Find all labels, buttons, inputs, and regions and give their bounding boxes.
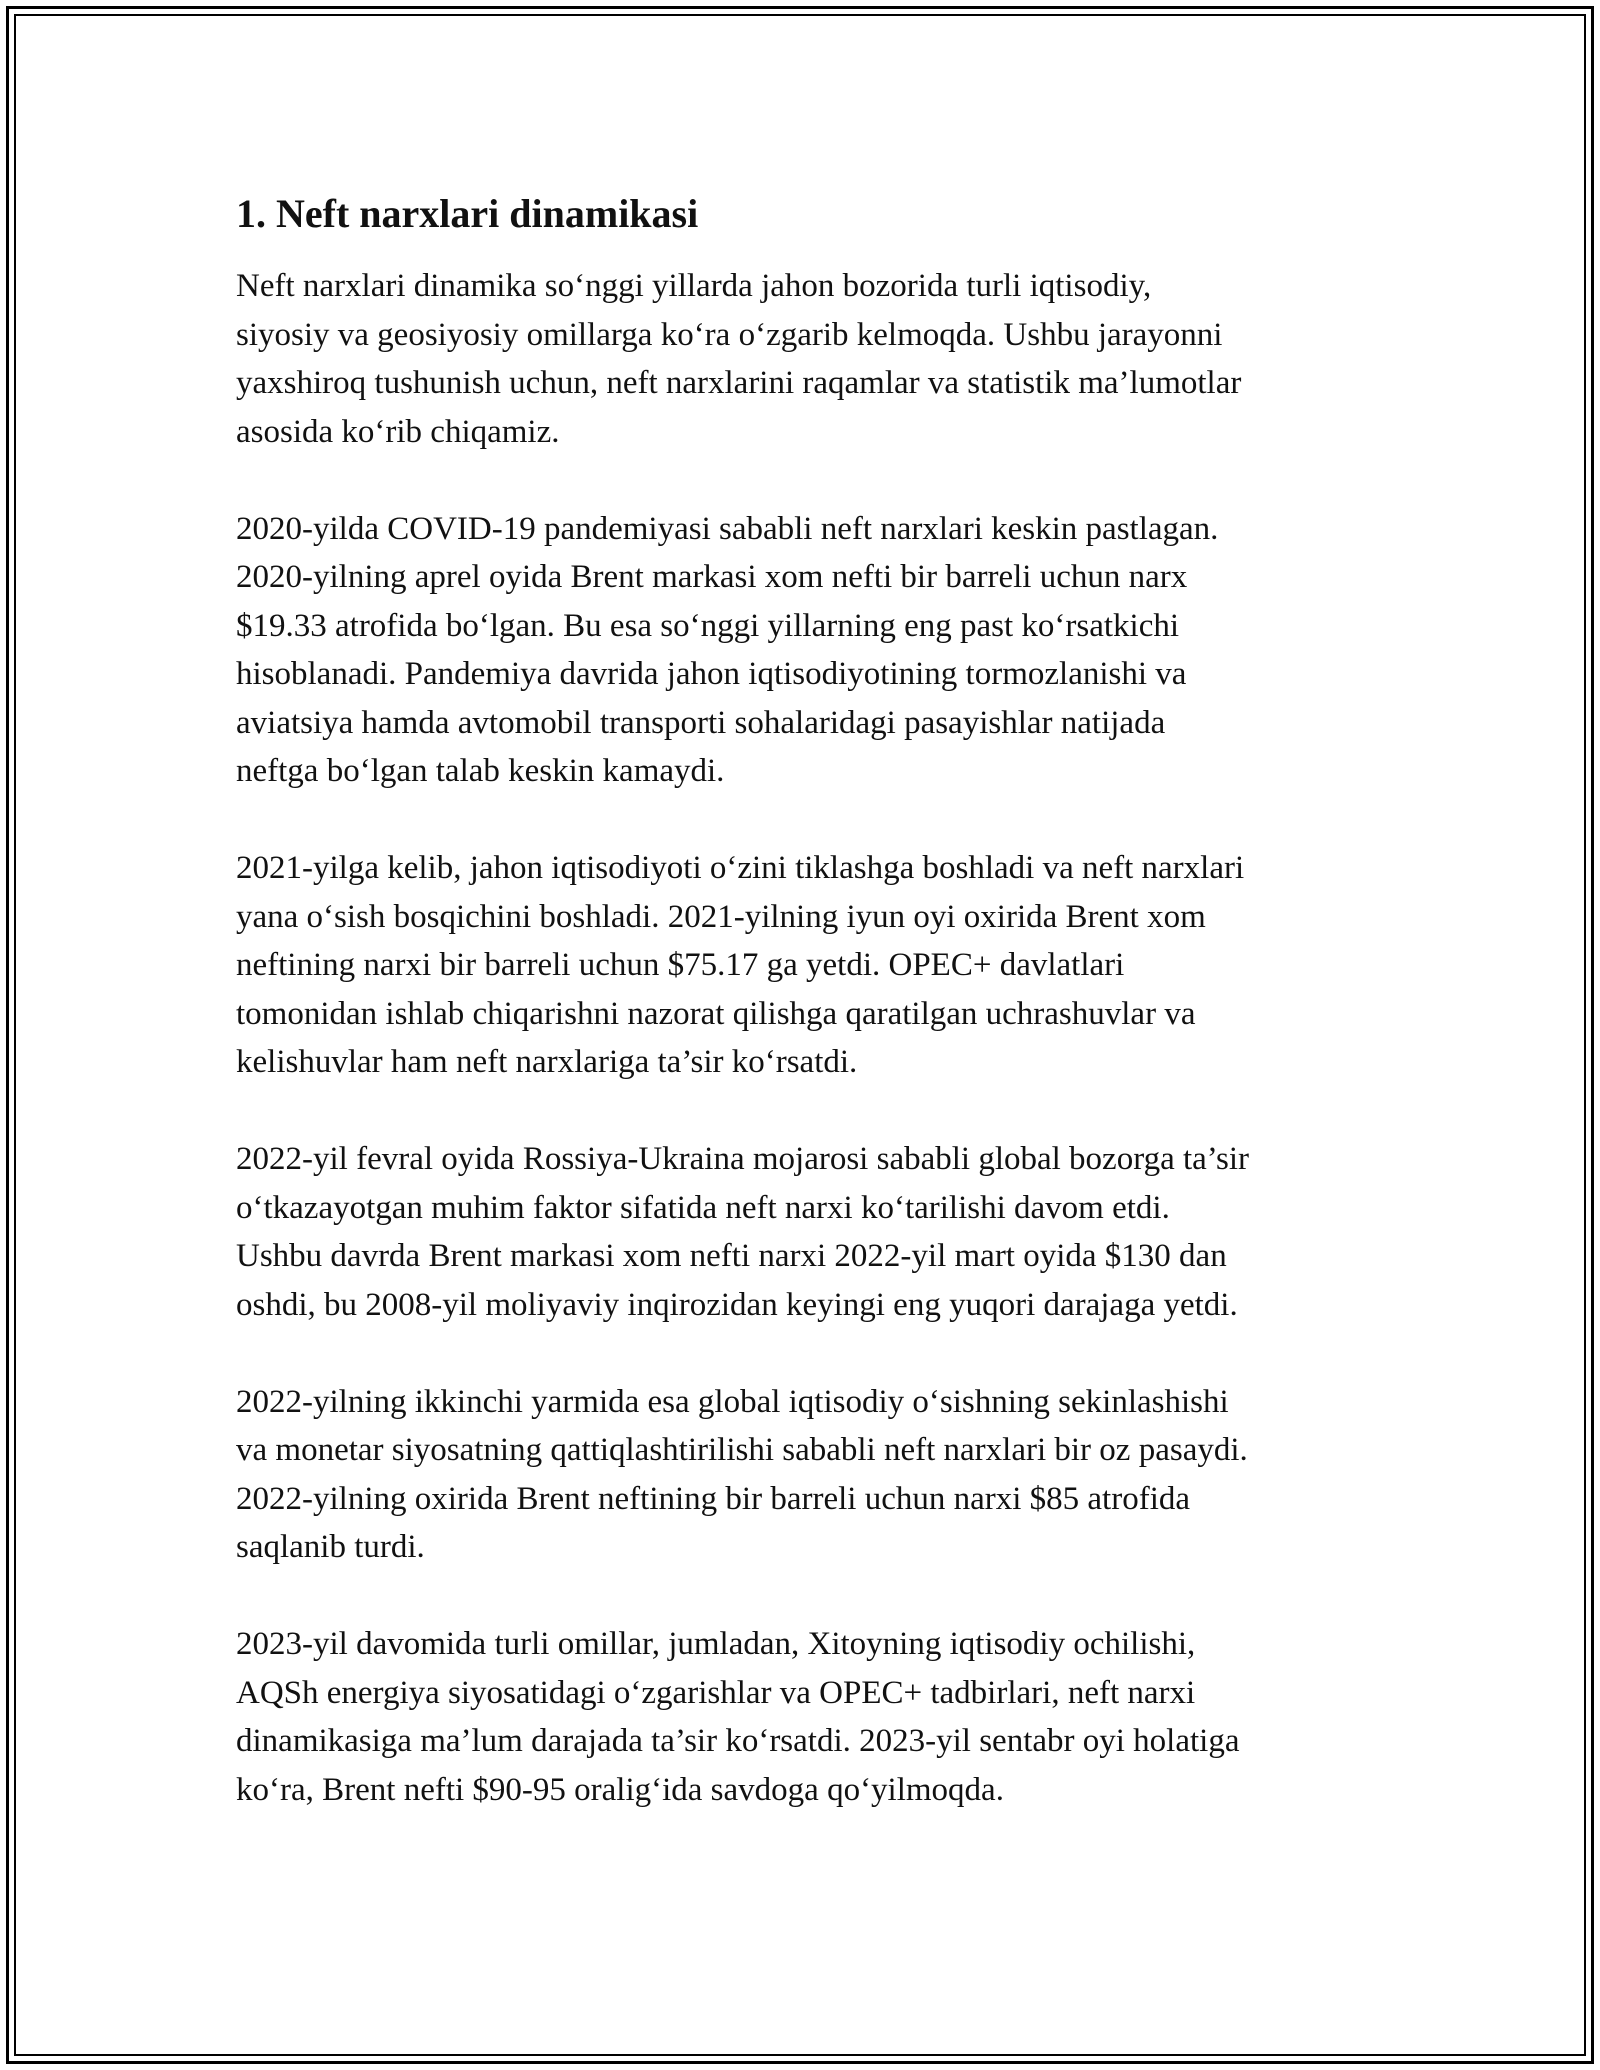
paragraph-line: 2020-yilning aprel oyida Brent markasi xom nefti bir barreli uchun narx [236,559,1188,595]
document-title: 1. Neft narxlari dinamikasi [236,191,699,236]
paragraph-line: Neft narxlari dinamika so‘nggi yillarda jahon bozorida turli iqtisodiy, [236,268,1152,304]
paragraph-line: yana o‘sish bosqichini boshladi. 2021-yilning iyun oyi oxirida Brent xom [236,898,1206,935]
paragraph-line: 2021-yilga kelib, jahon iqtisodiyoti o‘zini tiklashga boshladi va neft narxlari [236,850,1245,886]
paragraph-line: yaxshiroq tushunish uchun, neft narxlarini raqamlar va statistik ma’lumotlar [236,365,1242,401]
paragraph-line: asosida ko‘rib chiqamiz. [236,413,560,450]
paragraph-line: saqlanib turdi. [236,1529,425,1565]
paragraph-intro [236,262,1376,456]
paragraph-line: $19.33 atrofida bo‘lgan. Bu esa so‘nggi yillarning eng past ko‘rsatkichi [236,607,1180,644]
paragraph-line: neftining narxi bir barreli uchun $75.17 ga yetdi. OPEC+ davlatlari [236,947,1125,983]
paragraph-line: siyosiy va geosiyosiy omillarga ko‘ra o‘zgarib kelmoqda. Ushbu jarayonni [236,316,1223,353]
paragraph-line: dinamikasiga ma’lum darajada ta’sir ko‘rsatdi. 2023-yil sentabr oyi holatiga [236,1723,1240,1759]
paragraph-2022-first-half [236,1135,1376,1329]
paragraph-2022-second-half [236,1378,1376,1572]
paragraph-line: oshdi, bu 2008-yil moliyaviy inqirozidan keyingi eng yuqori darajaga yetdi. [236,1286,1238,1323]
paragraph-line: 2023-yil davomida turli omillar, jumladan, Xitoyning iqtisodiy ochilishi, [236,1626,1196,1662]
paragraph-2023 [236,1620,1376,1814]
paragraph-line: Ushbu davrda Brent markasi xom nefti narxi 2022-yil mart oyida $130 dan [236,1238,1227,1274]
paragraph-line: hisoblanadi. Pandemiya davrida jahon iqtisodiyotining tormozlanishi va [236,656,1187,692]
paragraph-line: ko‘ra, Brent nefti $90-95 oralig‘ida savdoga qo‘yilmoqda. [236,1771,1004,1808]
paragraph-line: AQSh energiya siyosatidagi o‘zgarishlar va OPEC+ tadbirlari, neft narxi [236,1674,1196,1711]
paragraph-line: 2022-yil fevral oyida Rossiya-Ukraina mojarosi sababli global bozorga ta’sir [236,1141,1249,1177]
paragraph-line: 2022-yilning oxirida Brent neftining bir barreli uchun narxi $85 atrofida [236,1480,1191,1517]
paragraph-line: kelishuvlar ham neft narxlariga ta’sir ko‘rsatdi. [236,1044,858,1080]
paragraph-line: o‘tkazayotgan muhim faktor sifatida neft narxi ko‘tarilishi davom etdi. [236,1189,1170,1226]
paragraph-line: neftga bo‘lgan talab keskin kamaydi. [236,753,725,789]
paragraph-line: aviatsiya hamda avtomobil transporti sohalaridagi pasayishlar natijada [236,704,1166,741]
document-body [236,190,1376,1814]
paragraph-line: va monetar siyosatning qattiqlashtirilishi sababli neft narxlari bir oz pasaydi. [236,1432,1248,1468]
paragraph-line: 2020-yilda COVID-19 pandemiyasi sababli neft narxlari keskin pastlagan. [236,510,1219,547]
paragraph-2020 [236,505,1376,796]
paragraph-line: 2022-yilning ikkinchi yarmida esa global iqtisodiy o‘sishning sekinlashishi [236,1383,1229,1420]
paragraph-2021 [236,844,1376,1087]
paragraph-line: tomonidan ishlab chiqarishni nazorat qilishga qaratilgan uchrashuvlar va [236,995,1196,1032]
